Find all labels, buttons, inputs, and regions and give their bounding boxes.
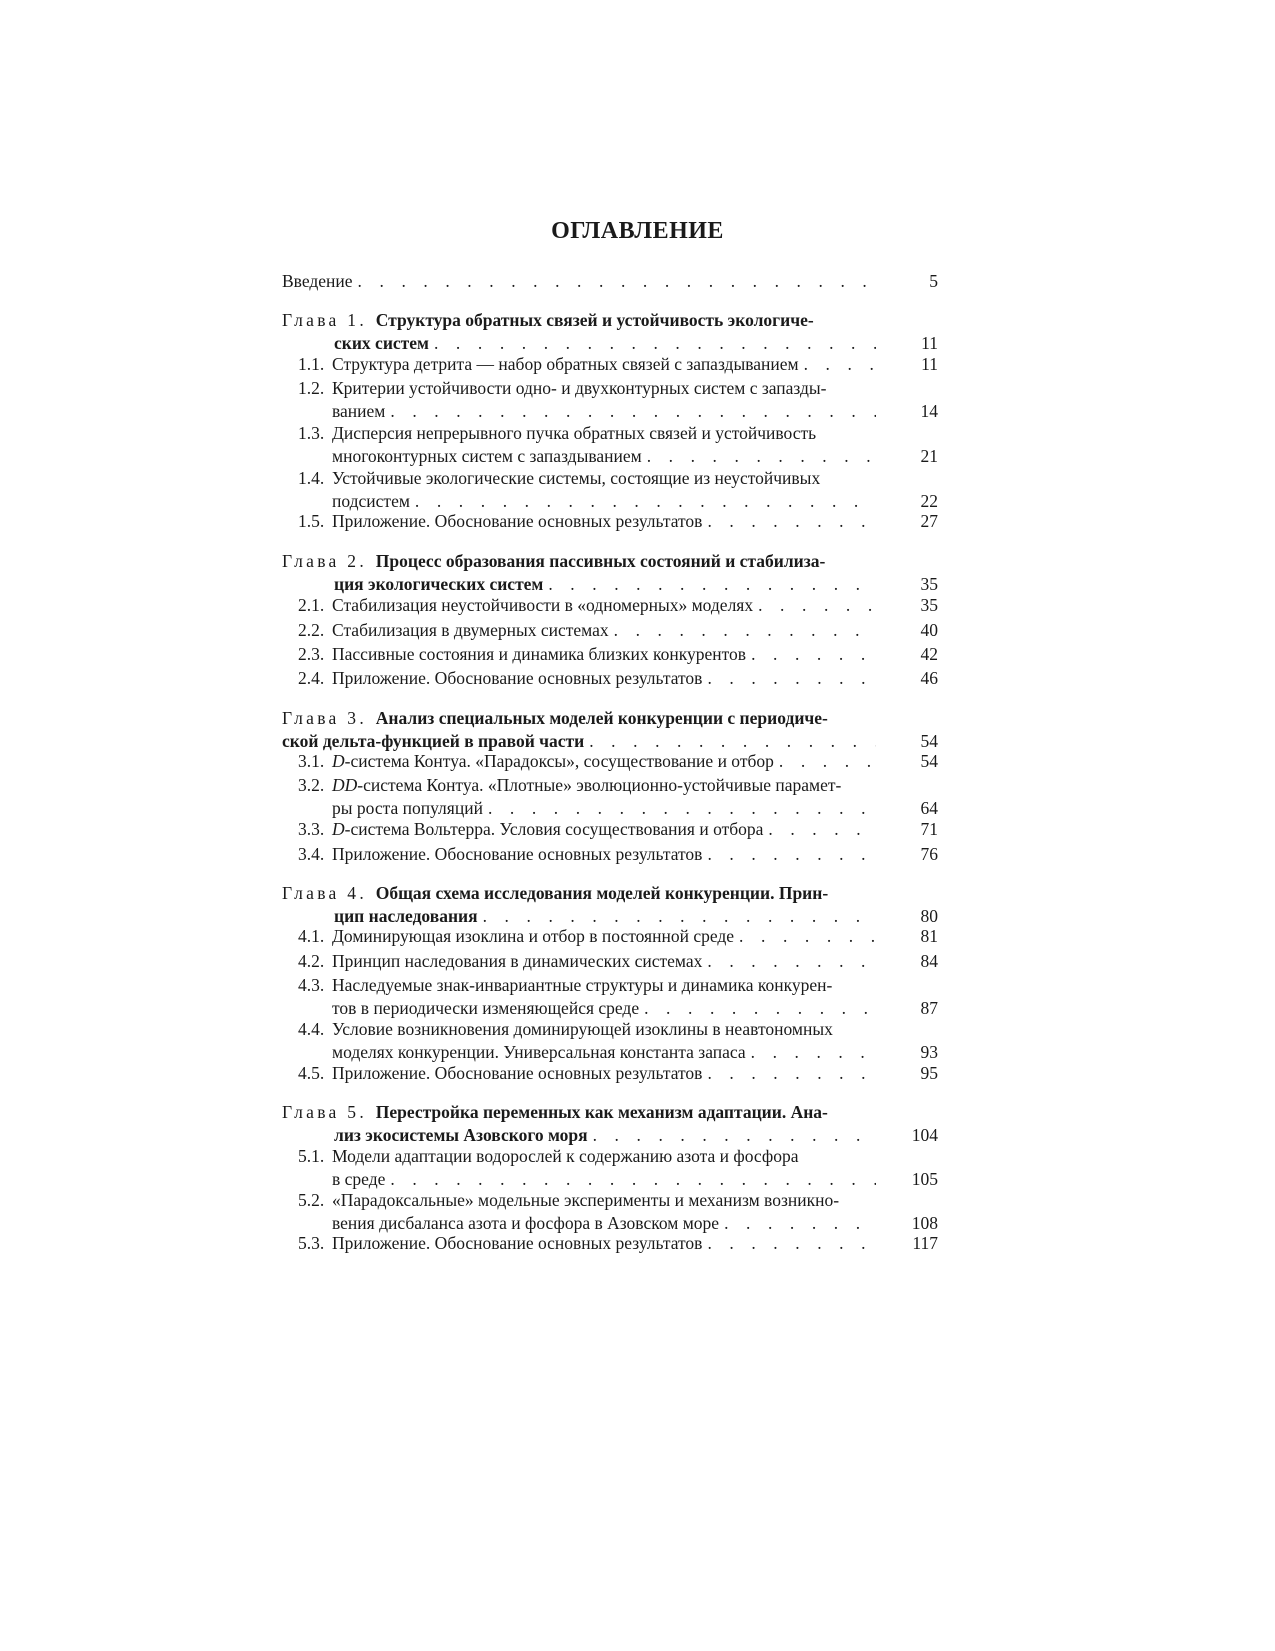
chapter-label: Глава 3. [282,708,368,728]
entry-title: Введение [282,271,353,291]
dot-leader [434,332,876,355]
toc-section-3-4 [298,843,938,866]
dot-leader [707,1062,876,1085]
toc-section-2-1 [298,594,938,617]
chapter-title-line2: ских систем [334,333,429,353]
section-number: 4.1. [298,926,325,946]
section-title: Стабилизация в двумерных системах [332,620,609,640]
dot-leader [758,594,876,617]
section-title: Приложение. Обоснование основных результатов [332,668,703,688]
section-title-line2: ры роста популяций [332,798,483,818]
toc-section-5-3 [298,1232,938,1255]
page-number: 35 [920,595,938,615]
dot-leader [614,619,876,642]
section-number: 3.2. [298,775,325,795]
section-title: Приложение. Обоснование основных результатов [332,1063,703,1083]
section-number: 3.3. [298,819,325,839]
dot-leader [768,818,876,841]
section-title: Приложение. Обоснование основных результатов [332,511,703,531]
section-number: 2.4. [298,668,325,688]
toc-chapter-3 [282,707,938,753]
page-number: 46 [920,668,938,688]
page-number: 54 [920,751,938,771]
dot-leader [751,1041,876,1064]
toc-chapter-1 [282,309,938,355]
section-title-line1: Устойчивые экологические системы, состоящие из неустойчивых [332,468,821,488]
chapter-label: Глава 5. [282,1102,368,1122]
section-title-line2: моделях конкуренции. Универсальная константа запаса [332,1042,746,1062]
chapter-title-line1: Структура обратных связей и устойчивость экологиче- [375,310,814,330]
dot-leader [804,353,876,376]
section-title: Структура детрита — набор обратных связей с запаздыванием [332,354,799,374]
dot-leader [707,1232,876,1255]
page-number: 5 [929,271,938,291]
toc-section-1-4 [298,467,938,513]
page-number: 95 [920,1063,938,1083]
dot-leader [739,925,876,948]
section-number: 3.4. [298,844,325,864]
toc-chapter-2 [282,550,938,596]
italic-symbol: DD [332,775,358,795]
toc-section-1-5 [298,510,938,533]
toc-chapter-4 [282,882,938,928]
chapter-label: Глава 2. [282,551,368,571]
toc-section-4-2 [298,950,938,973]
dot-leader [707,950,876,973]
section-title-line1: Модели адаптации водорослей к содержанию азота и фосфора [332,1146,799,1166]
page-number: 22 [920,491,938,511]
page-number: 35 [920,574,938,594]
section-number: 4.3. [298,975,325,995]
section-number: 1.1. [298,354,325,374]
dot-leader [707,843,876,866]
dot-leader [707,510,876,533]
section-number: 2.3. [298,644,325,664]
chapter-title-line2: цип наследования [334,906,478,926]
section-number: 2.2. [298,620,325,640]
section-title-line2: подсистем [332,491,410,511]
section-number: 4.2. [298,951,325,971]
section-title-line1: Условие возникновения доминирующей изоклины в неавтономных [332,1019,833,1039]
dot-leader [390,400,876,423]
section-title-line2: многоконтурных систем с запаздыванием [332,446,642,466]
dot-leader [593,1124,876,1147]
page-number: 87 [920,998,938,1018]
section-number: 1.3. [298,423,325,443]
section-number: 5.3. [298,1233,325,1253]
section-number: 1.2. [298,378,325,398]
chapter-label: Глава 1. [282,310,368,330]
page-title: ОГЛАВЛЕНИЕ [551,218,724,244]
section-number: 1.4. [298,468,325,488]
toc-section-2-2 [298,619,938,642]
section-title-line1: Наследуемые знак-инвариантные структуры и динамика конкурен- [332,975,833,995]
section-title: Приложение. Обоснование основных результатов [332,1233,703,1253]
section-number: 1.5. [298,511,325,531]
page-number: 93 [920,1042,938,1062]
italic-symbol: D [332,751,345,771]
dot-leader [390,1168,876,1191]
toc-section-1-3 [298,422,938,468]
chapter-title-line1: Процесс образования пассивных состояний и стабилиза- [375,551,826,571]
page-number: 40 [920,620,938,640]
toc-section-1-2 [298,377,938,423]
dot-leader [644,997,876,1020]
toc-section-2-3 [298,643,938,666]
toc-section-5-2 [298,1189,938,1235]
page-number: 27 [920,511,938,531]
section-number: 3.1. [298,751,325,771]
section-number: 2.1. [298,595,325,615]
chapter-title-line1: Перестройка переменных как механизм адаптации. Ана- [375,1102,828,1122]
section-title: Стабилизация неустойчивости в «одномерных» моделях [332,595,754,615]
toc-section-4-4 [298,1018,938,1064]
page-number: 117 [912,1233,938,1253]
toc-chapter-5 [282,1101,938,1147]
toc-entry-intro [282,270,938,293]
section-title-line1: Критерии устойчивости одно- и двухконтурных систем с запазды- [332,378,827,398]
toc-section-5-1 [298,1145,938,1191]
section-title-line2: в среде [332,1169,386,1189]
page-number: 81 [920,926,938,946]
italic-symbol: D [332,819,345,839]
page-number: 104 [911,1125,938,1145]
section-number: 4.5. [298,1063,325,1083]
section-title: Приложение. Обоснование основных результатов [332,844,703,864]
toc-section-3-1 [298,750,938,773]
page-number: 64 [920,798,938,818]
section-title: Доминирующая изоклина и отбор в постоянной среде [332,926,735,946]
toc-section-3-2 [298,774,938,820]
section-title-line1: Дисперсия непрерывного пучка обратных связей и устойчивость [332,423,817,443]
dot-leader [751,643,876,666]
section-title-line2: тов в периодически изменяющейся среде [332,998,640,1018]
page-number: 54 [920,731,938,751]
chapter-title-line2: лиз экосистемы Азовского моря [334,1125,588,1145]
dot-leader [358,270,876,293]
section-title-line2: вения дисбаланса азота и фосфора в Азовском море [332,1213,720,1233]
dot-leader [707,667,876,690]
toc-section-1-1 [298,353,938,376]
page-number: 84 [920,951,938,971]
toc-section-4-1 [298,925,938,948]
chapter-title-line1: Общая схема исследования моделей конкуренции. Прин- [375,883,829,903]
section-title: Принцип наследования в динамических системах [332,951,703,971]
toc-section-3-3 [298,818,938,841]
page-number: 76 [920,844,938,864]
section-title: -система Вольтерра. Условия сосуществования и отбора [344,819,764,839]
section-title-line2: ванием [332,401,386,421]
page-number: 21 [920,446,938,466]
page-number: 105 [911,1169,938,1189]
toc-section-4-5 [298,1062,938,1085]
section-title: -система Контуа. «Парадоксы», сосуществование и отбор [344,751,774,771]
dot-leader [647,445,876,468]
page-number: 71 [920,819,938,839]
page-number: 42 [920,644,938,664]
chapter-title-line2: ция экологических систем [334,574,544,594]
section-title-line1: «Парадоксальные» модельные эксперименты и механизм возникно- [332,1190,840,1210]
page-number: 11 [921,333,938,353]
dot-leader [548,573,876,596]
section-title-line1: -система Контуа. «Плотные» эволюционно-устойчивые парамет- [357,775,842,795]
section-title: Пассивные состояния и динамика близких конкурентов [332,644,747,664]
dot-leader [779,750,876,773]
page-number: 11 [921,354,938,374]
section-number: 4.4. [298,1019,325,1039]
chapter-title-line2: ской дельта-функцией в правой части [282,731,585,751]
page-number: 108 [911,1213,938,1233]
section-number: 5.1. [298,1146,325,1166]
section-number: 5.2. [298,1190,325,1210]
page-number: 14 [920,401,938,421]
chapter-label: Глава 4. [282,883,368,903]
dot-leader [488,797,876,820]
page-number: 80 [920,906,938,926]
chapter-title-line1: Анализ специальных моделей конкуренции с периодиче- [375,708,828,728]
toc-section-2-4 [298,667,938,690]
toc-section-4-3 [298,974,938,1020]
